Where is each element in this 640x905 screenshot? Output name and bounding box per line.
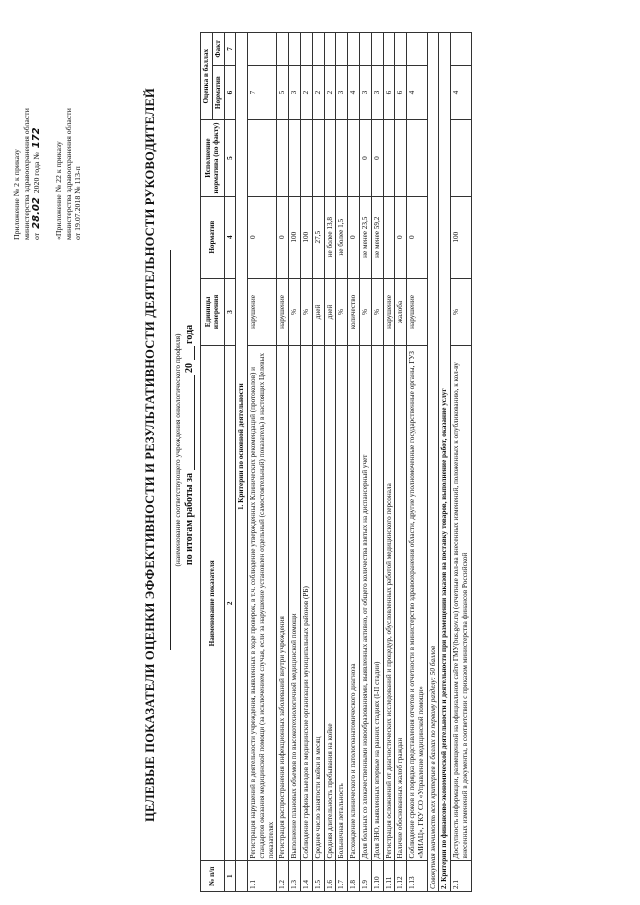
cell-norm: 100 bbox=[301, 196, 313, 278]
cell-unit: нарушение bbox=[248, 278, 277, 346]
cell-name: Регистрация распространения инфекционных заболеваний внутри учреждения bbox=[277, 346, 289, 861]
table-row bbox=[301, 33, 313, 892]
cell-norm: не более 13,8 bbox=[324, 196, 336, 278]
cell-exec bbox=[301, 120, 313, 196]
cell-fact bbox=[336, 33, 348, 66]
cell-name: Выполнение плановых объемов по высокотехнологичной медицинской помощи bbox=[289, 346, 301, 861]
cell-exec bbox=[348, 120, 360, 196]
cell-n: 1.9 bbox=[359, 861, 371, 892]
cell-norm: 27,5 bbox=[312, 196, 324, 278]
cell-unit: % bbox=[301, 278, 313, 346]
header-exec: Исполнение норматива (по факту) bbox=[201, 120, 225, 196]
cell-fact bbox=[348, 33, 360, 66]
cell-norm: 0 bbox=[348, 196, 360, 278]
handwritten-date: 28.02 bbox=[31, 197, 43, 229]
cell-exec bbox=[324, 120, 336, 196]
cell-score: 4 bbox=[348, 65, 360, 120]
cell-norm: не менее 23,5 bbox=[359, 196, 371, 278]
cell-n: 1.12 bbox=[395, 861, 407, 892]
cell-fact bbox=[383, 33, 395, 66]
cell-exec bbox=[383, 120, 395, 196]
cell-exec bbox=[451, 120, 472, 196]
appendix-2-date-prefix: от bbox=[32, 232, 42, 240]
cell-score: 2 bbox=[301, 65, 313, 120]
cell-unit: дней bbox=[312, 278, 324, 346]
header-name: Наименование показателя bbox=[201, 346, 225, 861]
column-numbers-row bbox=[224, 33, 236, 892]
cell-fact bbox=[371, 33, 383, 66]
header-norm: Норматив bbox=[201, 196, 225, 278]
cell-norm: не менее 59,2 bbox=[371, 196, 383, 278]
appendix-22-line1: «Приложение № 22 к приказу bbox=[54, 141, 63, 240]
cell-name: Наличие обоснованных жалоб граждан bbox=[395, 346, 407, 861]
cell-name: Доля ЗНО, выявленных впервые на ранних стадиях (I-II стадии) bbox=[371, 346, 383, 861]
period-year-blank bbox=[185, 346, 195, 360]
cell-name: Больничная летальность bbox=[336, 346, 348, 861]
period-prefix: по итогам работы за bbox=[184, 472, 195, 566]
header-score-fact: Факт bbox=[212, 33, 224, 66]
cell-exec bbox=[289, 120, 301, 196]
table-row bbox=[395, 33, 407, 892]
institution-subheading bbox=[170, 210, 182, 690]
cell-unit: нарушение bbox=[383, 278, 395, 346]
indicators-table bbox=[200, 32, 472, 892]
cell-score: 2 bbox=[312, 65, 324, 120]
cell-exec bbox=[277, 120, 289, 196]
appendix-22-line2: министерства здравоохранения области bbox=[63, 108, 73, 240]
header-num: № п/п bbox=[201, 861, 225, 892]
cell-exec: 0 bbox=[359, 120, 371, 196]
cell-name: Средняя длительность пребывания на койке bbox=[324, 346, 336, 861]
cell-n: 1.6 bbox=[324, 861, 336, 892]
table-row bbox=[277, 33, 289, 892]
section-1-row bbox=[236, 33, 248, 892]
table-row bbox=[312, 33, 324, 892]
cell-norm: 0 bbox=[407, 196, 428, 278]
header-score-norm: Норматив bbox=[212, 65, 224, 120]
cell-unit: дней bbox=[324, 278, 336, 346]
cell-unit: нарушение bbox=[407, 278, 428, 346]
cell-unit: нарушение bbox=[277, 278, 289, 346]
cell-norm: не более 1,5 bbox=[336, 196, 348, 278]
cell-unit: % bbox=[451, 278, 472, 346]
appendix-2-line2: министерства здравоохранения области bbox=[21, 108, 31, 240]
cell-n: 1.11 bbox=[383, 861, 395, 892]
appendix-22-line3: от 19.07.2018 № 113-п bbox=[73, 166, 83, 240]
cell-exec: 0 bbox=[371, 120, 383, 196]
header-score: Оценка в баллах bbox=[201, 33, 213, 120]
cell-n: 1.1 bbox=[248, 861, 277, 892]
cell-name: Регистрация осложнений от диагностических исследований и процедур, обусловленных работой медицинского персонала bbox=[383, 346, 395, 861]
table-row bbox=[451, 33, 472, 892]
cell-fact bbox=[324, 33, 336, 66]
cell-score: 3 bbox=[359, 65, 371, 120]
cell-unit: % bbox=[289, 278, 301, 346]
cell-norm: 100 bbox=[289, 196, 301, 278]
cell-name: Расхождение клинического и патологоанатомического диагноза bbox=[348, 346, 360, 861]
cell-fact bbox=[451, 33, 472, 66]
cell-score: 4 bbox=[407, 65, 428, 120]
table-row bbox=[324, 33, 336, 892]
cell-fact bbox=[312, 33, 324, 66]
cell-norm: 0 bbox=[248, 196, 277, 278]
cell-name: Соблюдение сроков и порядка представления отчетов и отчетности в министерство здравоохранения области, другие уполномоченные государственные органы, ГУЗ «МИАЦ», ГКУ СО «Управление медицинской помощи» bbox=[407, 346, 428, 861]
cell-n: 1.10 bbox=[371, 861, 383, 892]
period-blank bbox=[185, 375, 195, 470]
cell-fact bbox=[277, 33, 289, 66]
cell-exec bbox=[248, 120, 277, 196]
colnum-1: 1 bbox=[224, 861, 236, 892]
period-suffix: года bbox=[184, 324, 195, 344]
appendix-2-line1: Приложение № 2 к приказу bbox=[12, 149, 21, 240]
cell-score: 2 bbox=[324, 65, 336, 120]
period-year: 20 bbox=[184, 362, 195, 373]
header-unit: Единицы измерения bbox=[201, 278, 225, 346]
cell-fact bbox=[359, 33, 371, 66]
cell-score: 4 bbox=[451, 65, 472, 120]
cell-unit: жалоба bbox=[395, 278, 407, 346]
cell-norm bbox=[383, 196, 395, 278]
cell-n: 1.7 bbox=[336, 861, 348, 892]
colnum-6: 6 bbox=[224, 65, 236, 120]
table-row bbox=[289, 33, 301, 892]
cell-fact bbox=[395, 33, 407, 66]
cell-unit: количество bbox=[348, 278, 360, 346]
appendix-2-date-mid: 2020 года № bbox=[32, 152, 42, 194]
section-2-row bbox=[439, 33, 451, 892]
reporting-period bbox=[184, 265, 195, 625]
handwritten-number: 172 bbox=[31, 127, 43, 149]
appendix-2-line3 bbox=[31, 15, 44, 240]
table-header-row bbox=[201, 33, 213, 892]
colnum-2: 2 bbox=[224, 346, 236, 861]
cell-name: Доля больных со злокачественными новообразованиями, выявленных активно, от общего количества взятых на диспансерный учет bbox=[359, 346, 371, 861]
cell-name: Доступность информации, размещенной на официальном сайте ГМУ(bus.gov.ru) (отчетные кол-ва внесенных изменений, положенных к опубликованию, к кол-ву внесенных изменений в документы, в соответствии с приказом министерства финансов Российской bbox=[451, 346, 472, 861]
table-row bbox=[407, 33, 428, 892]
cell-name: Регистрация нарушений в деятельности учреждения, выявленных в ходе проверок, в т.ч. соблюдение утвержденных Клинических рекомендаций (протоколов) и стандартов оказания медицинской помощи (за исключением случая, если за нарушение установлен отдельный (самостоятельный) показатель) в настоящих Целевых показателях bbox=[248, 346, 277, 861]
institution-blank-line bbox=[170, 250, 172, 650]
cell-score: 3 bbox=[336, 65, 348, 120]
appendix-2-header bbox=[12, 15, 44, 240]
table-row bbox=[371, 33, 383, 892]
cell-n: 1.4 bbox=[301, 861, 313, 892]
table-row bbox=[248, 33, 277, 892]
cell-score: 7 bbox=[248, 65, 277, 120]
cell-norm: 0 bbox=[277, 196, 289, 278]
cell-score: 6 bbox=[383, 65, 395, 120]
cell-unit: % bbox=[359, 278, 371, 346]
cell-n: 1.2 bbox=[277, 861, 289, 892]
cell-norm: 100 bbox=[451, 196, 472, 278]
colnum-7: 7 bbox=[224, 33, 236, 66]
section-1-title: 1. Критерии по основной деятельности bbox=[236, 33, 248, 861]
cell-score: 6 bbox=[395, 65, 407, 120]
table-row bbox=[383, 33, 395, 892]
table-row bbox=[348, 33, 360, 892]
table-row bbox=[336, 33, 348, 892]
document-title: ЦЕЛЕВЫЕ ПОКАЗАТЕЛИ ОЦЕНКИ ЭФФЕКТИВНОСТИ И РЕЗУЛЬТАТИВНОСТИ ДЕЯТЕЛЬНОСТИ РУКОВОДИТЕЛЕЙ bbox=[143, 88, 157, 822]
section-1-total-row bbox=[427, 33, 439, 892]
cell-n: 1.5 bbox=[312, 861, 324, 892]
cell-unit: % bbox=[336, 278, 348, 346]
cell-exec bbox=[407, 120, 428, 196]
cell-exec bbox=[336, 120, 348, 196]
cell-fact bbox=[248, 33, 277, 66]
institution-caption: (наименование соответствующего учреждения онкологического профиля) bbox=[173, 333, 182, 567]
cell-fact bbox=[407, 33, 428, 66]
section-2-title: 2. Критерии по финансово-экономической деятельности и деятельности при размещении заказов на поставку товаров, выполнение работ, оказание услуг bbox=[439, 33, 451, 892]
cell-score: 3 bbox=[371, 65, 383, 120]
table-row bbox=[359, 33, 371, 892]
cell-n: 1.13 bbox=[407, 861, 428, 892]
cell-norm: 0 bbox=[395, 196, 407, 278]
cell-n: 1.3 bbox=[289, 861, 301, 892]
cell-fact bbox=[289, 33, 301, 66]
cell-unit: % bbox=[371, 278, 383, 346]
cell-exec bbox=[395, 120, 407, 196]
cell-n: 2.1 bbox=[451, 861, 472, 892]
appendix-22-header bbox=[54, 15, 83, 240]
cell-score: 3 bbox=[289, 65, 301, 120]
colnum-5: 5 bbox=[224, 120, 236, 196]
cell-fact bbox=[301, 33, 313, 66]
section-1-total: Совокупная значимость всех критериев в баллах по первому разделу: 50 баллов bbox=[427, 33, 439, 892]
cell-name: Среднее число занятости койки в месяц bbox=[312, 346, 324, 861]
cell-name: Соблюдение графика выездов в медицинские организации муниципальных районов (РБ) bbox=[301, 346, 313, 861]
cell-score: 5 bbox=[277, 65, 289, 120]
cell-exec bbox=[312, 120, 324, 196]
colnum-3: 3 bbox=[224, 278, 236, 346]
cell-n: 1.8 bbox=[348, 861, 360, 892]
colnum-4: 4 bbox=[224, 196, 236, 278]
